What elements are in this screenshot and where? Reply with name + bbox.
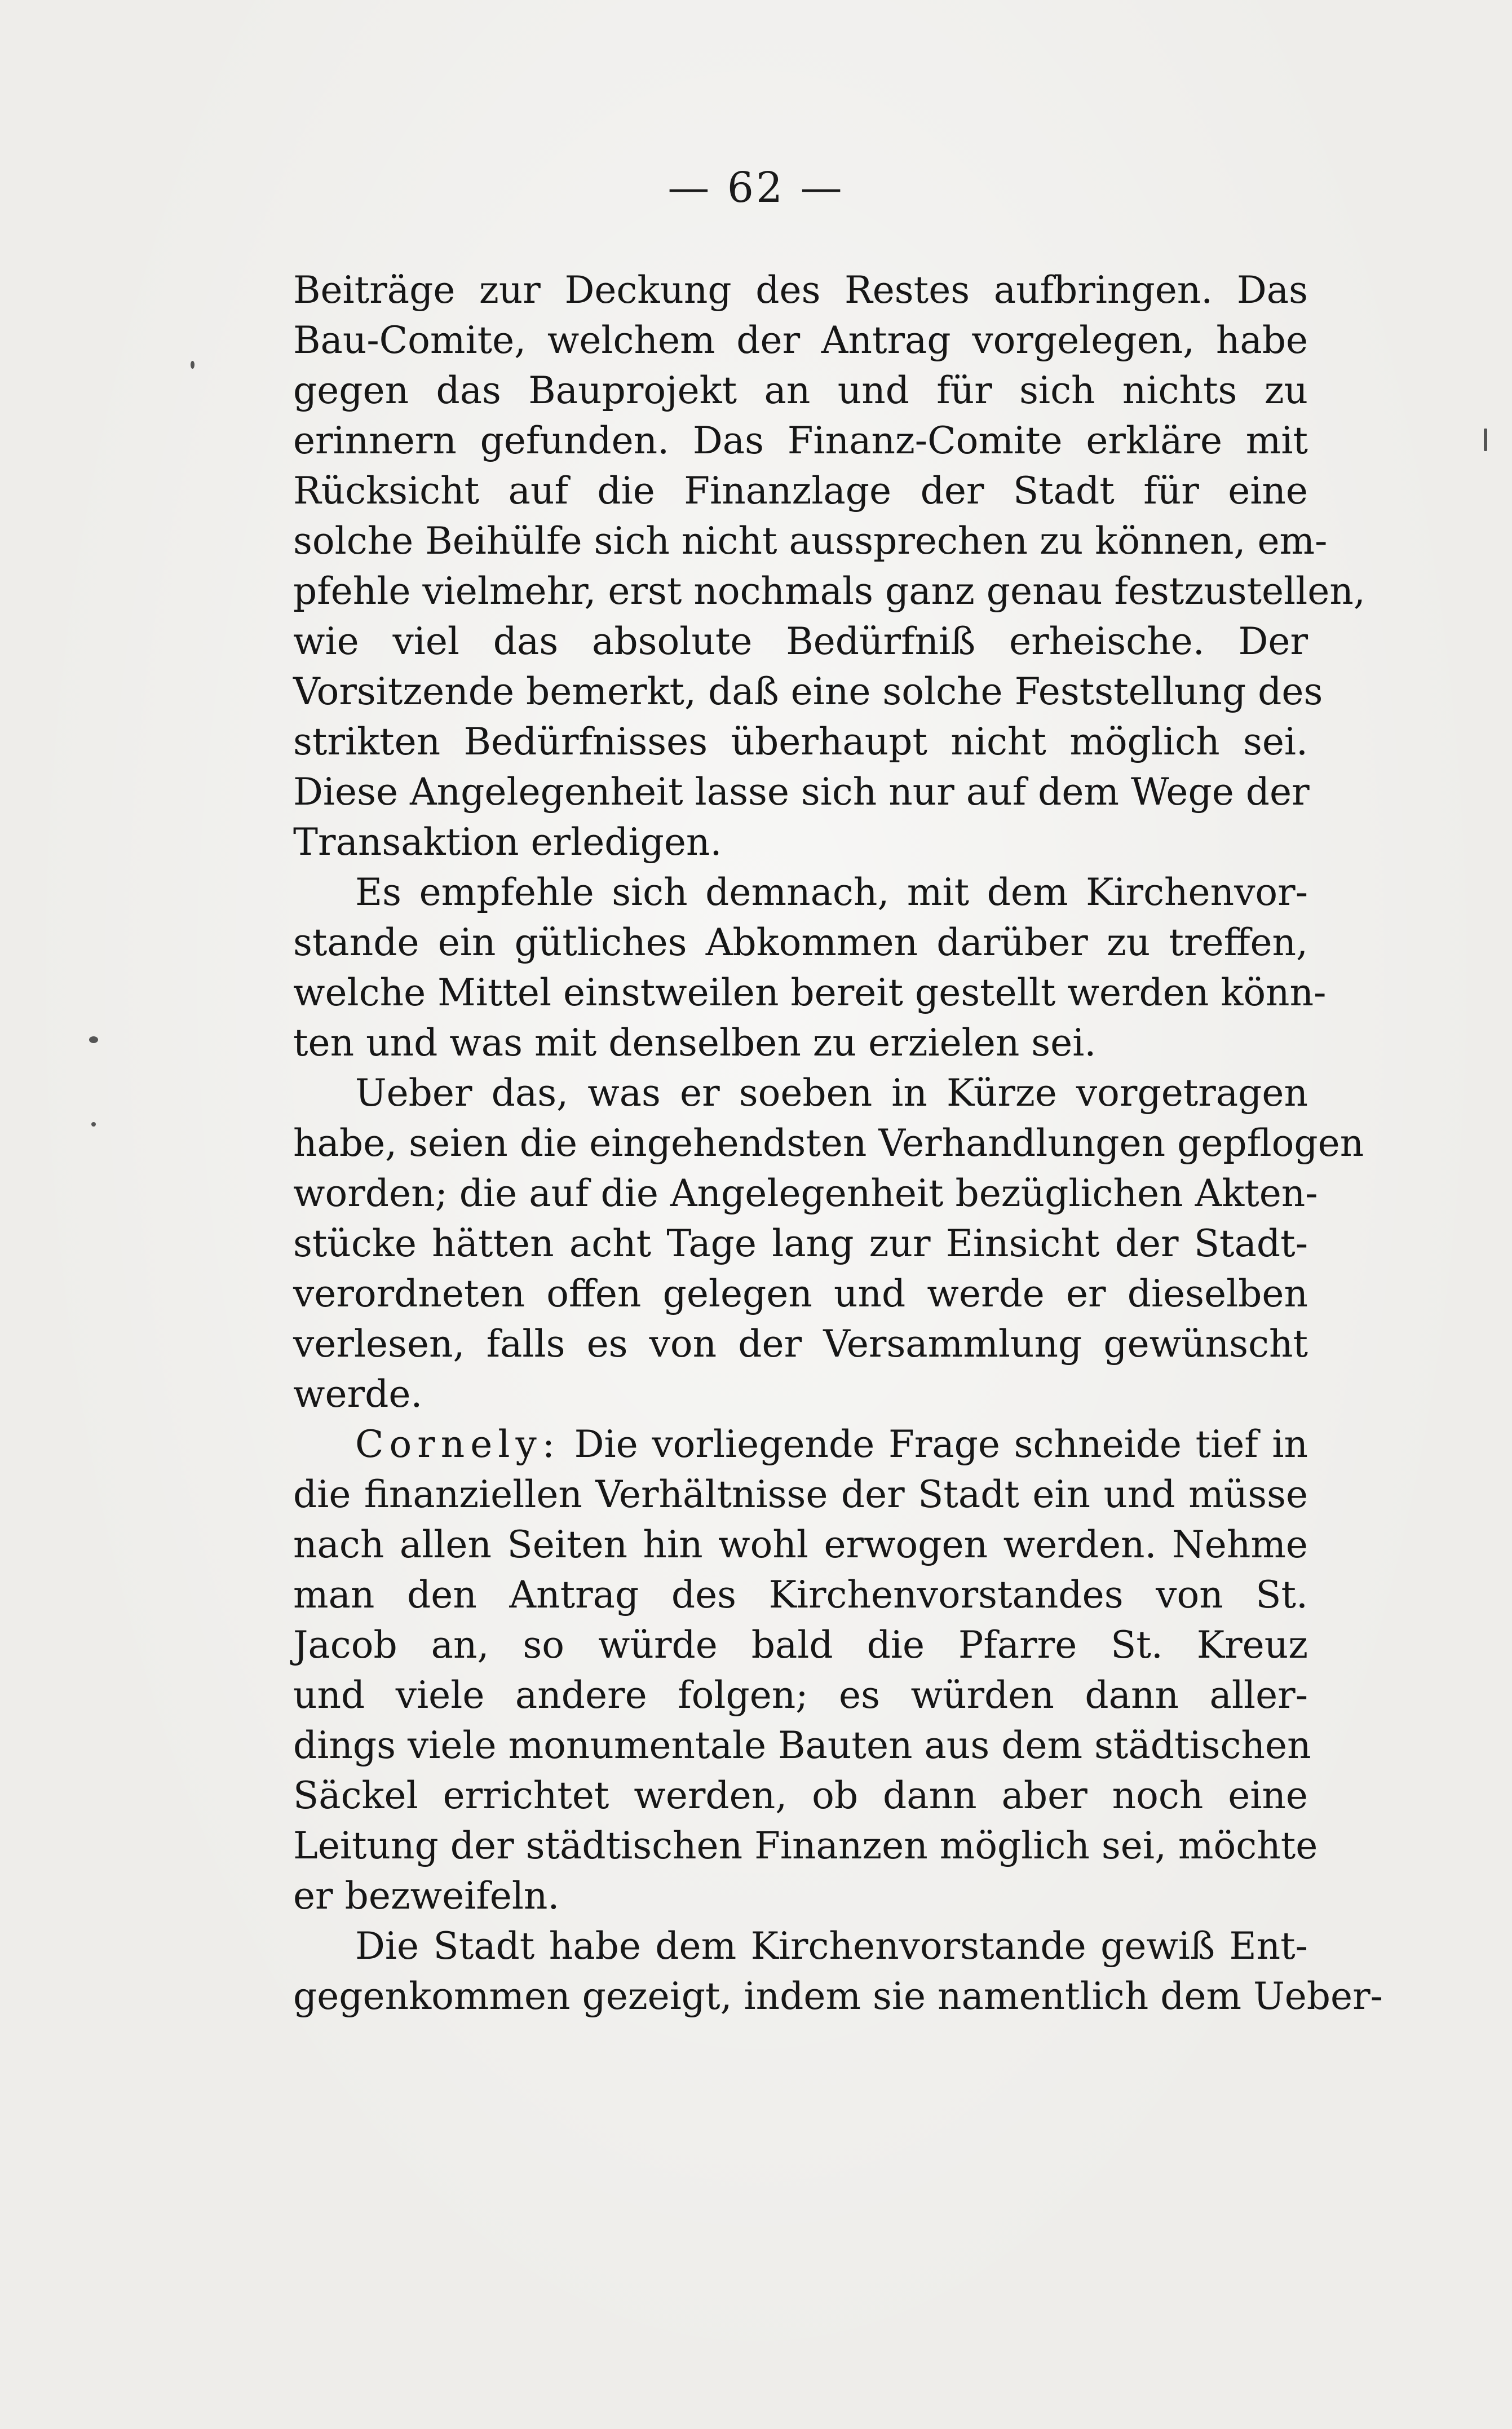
text-line: Rücksicht auf die Finanzlage der Stadt für eine	[293, 469, 1308, 513]
text-line: man den Antrag des Kirchenvorstandes von St.	[293, 1573, 1308, 1617]
text-line	[293, 1419, 1308, 1469]
text-line: strikten Bedürfnisses überhaupt nicht möglich sei.	[293, 720, 1308, 763]
text-line: wie viel das absolute Bedürfniß erheische. Der	[293, 620, 1308, 663]
speaker-name: Cornely:	[355, 1423, 560, 1466]
text-line: gegen das Bauprojekt an und für sich nichts zu	[293, 369, 1308, 412]
text-line: Beiträge zur Deckung des Restes aufbringen. Das	[293, 268, 1308, 312]
text-line: habe, seien die eingehendsten Verhandlungen gepflogen	[293, 1121, 1364, 1165]
text-line: Transaktion erledigen.	[293, 820, 722, 864]
text-line: worden; die auf die Angelegenheit bezüglichen Akten-	[293, 1172, 1318, 1215]
text-line: stande ein gütliches Abkommen darüber zu treffen,	[293, 921, 1308, 964]
text-line: solche Beihülfe sich nicht aussprechen zu können, em-	[293, 519, 1328, 563]
speaker-text: Die vorliegende Frage schneide tief in	[560, 1423, 1308, 1466]
text-line: ten und was mit denselben zu erzielen sei.	[293, 1021, 1097, 1065]
print-speck	[1484, 429, 1487, 451]
body-text	[293, 265, 1383, 2021]
text-line: Bau-Comite, welchem der Antrag vorgelegen, habe	[293, 319, 1308, 362]
text-line: Säckel errichtet werden, ob dann aber noch eine	[293, 1774, 1308, 1817]
text-line: Vorsitzende bemerkt, daß eine solche Feststellung des	[293, 670, 1323, 713]
text-line: Ueber das, was er soeben in Kürze vorgetragen	[355, 1071, 1308, 1115]
text-line: Diese Angelegenheit lasse sich nur auf dem Wege der	[293, 770, 1310, 814]
text-line: Die Stadt habe dem Kirchenvorstande gewiß Ent-	[355, 1924, 1308, 1968]
text-line: die finanziellen Verhältnisse der Stadt ein und müsse	[293, 1473, 1308, 1516]
text-line: Leitung der städtischen Finanzen möglich sei, möchte	[293, 1824, 1318, 1867]
text-line: verordneten offen gelegen und werde er dieselben	[293, 1272, 1308, 1315]
text-line: Es empfehle sich demnach, mit dem Kirchenvor-	[355, 871, 1308, 914]
print-speck	[191, 361, 194, 369]
text-line: und viele andere folgen; es würden dann aller-	[293, 1673, 1308, 1717]
text-line: Jacob an, so würde bald die Pfarre St. Kreuz	[293, 1623, 1308, 1667]
text-line: stücke hätten acht Tage lang zur Einsicht der Stadt-	[293, 1222, 1308, 1265]
text-line: werde.	[293, 1372, 423, 1416]
print-speck	[91, 1122, 96, 1127]
text-line: nach allen Seiten hin wohl erwogen werden. Nehme	[293, 1523, 1308, 1566]
text-line: dings viele monumentale Bauten aus dem städtischen	[293, 1724, 1311, 1767]
text-line: er bezweifeln.	[293, 1874, 560, 1918]
text-line: erinnern gefunden. Das Finanz-Comite erkläre mit	[293, 419, 1308, 462]
page-number: — 62 —	[667, 164, 845, 212]
text-line: welche Mittel einstweilen bereit gestellt werden könn-	[293, 971, 1327, 1014]
print-speck	[89, 1036, 98, 1043]
text-line: pfehle vielmehr, erst nochmals ganz genau festzustellen,	[293, 569, 1365, 613]
text-line: verlesen, falls es von der Versammlung gewünscht	[293, 1322, 1308, 1366]
text-line: gegenkommen gezeigt, indem sie namentlich dem Ueber-	[293, 1975, 1383, 2018]
